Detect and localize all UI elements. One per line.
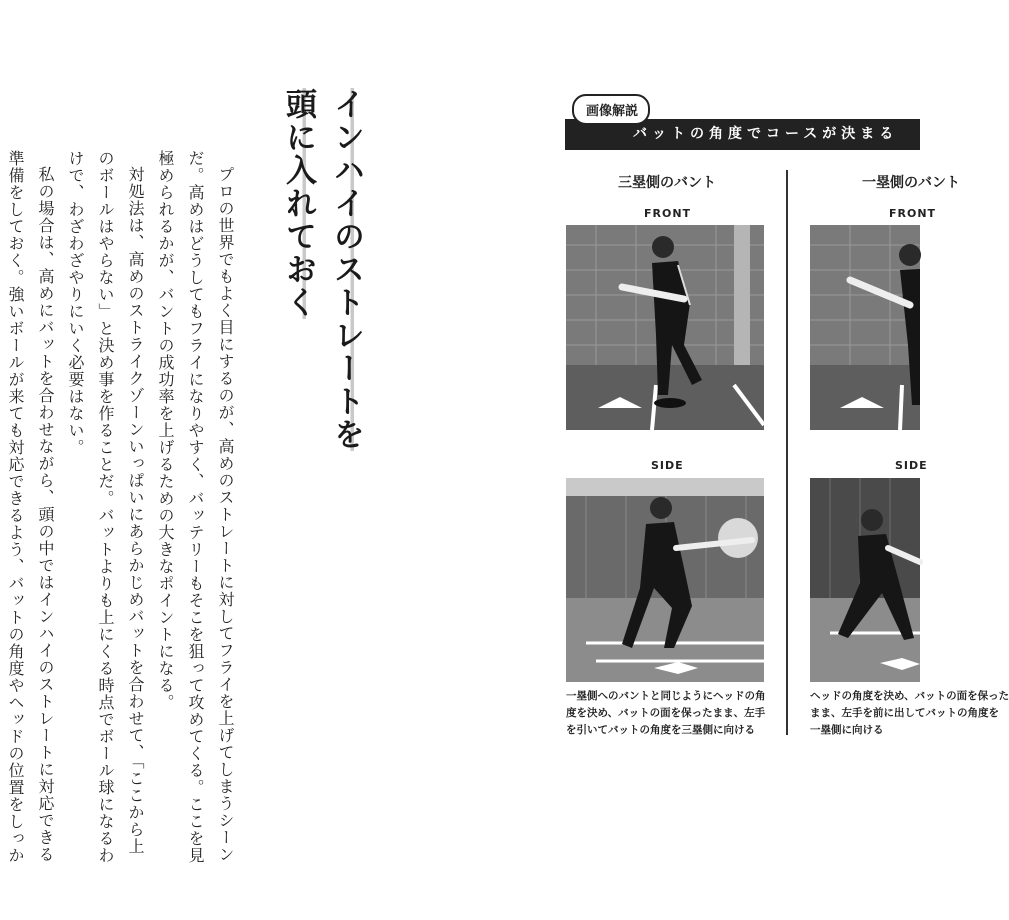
headline-line-1: インハイのストレートを [328,88,364,451]
side-label-first-base: SIDE [895,459,928,472]
paragraph-1: プロの世界でもよく目にするのが、高めのストレートに対してフライを上げてしまうシーンだ。高めはどうしてもフライになりやすく、バッテリーもそこを狙って攻めてくる。ここを見極められるかが、バントの成功率を上げるための大きなポイントになる。 [156,150,235,864]
photo-side-first-base [810,478,920,682]
caption-first-base [810,688,1009,739]
image-explanation-tag: 画像解説 [572,94,650,125]
front-label-first-base: FRONT [889,207,937,220]
caption-first-base-line-1: ヘッドの角度を決め、バットの面を保った [810,690,1009,702]
caption-third-base-line-3: を引いてバットの角度を三塁側に向ける [566,724,755,736]
article-body [0,150,240,870]
column-divider [786,170,788,735]
paragraph-3: 私の場合は、高めにバットを合わせながら、頭の中ではインハイのストレートに対応できる準備をしておく。強いボールが来ても対応できるよう、バットの角度やヘッドの位置をしっか [6,150,55,864]
side-label-third-base: SIDE [651,459,684,472]
panel-banner: バットの角度でコースが決まる [565,119,920,150]
column-title-first-base: 一塁側のバント [862,175,960,191]
paragraph-2: 対処法は、高めのストライクゾーンいっぱいにあらかじめバットを合わせて、「ここから上のボールはやらない」と決め事を作ることだ。バットよりも上にくる時点でボール球になるわけで、わざわざやりにいく必要はない。 [66,150,145,864]
photo-front-first-base [810,225,920,430]
caption-third-base-line-2: 度を決め、バットの面を保ったまま、左手 [566,707,766,719]
caption-third-base [566,688,780,739]
caption-first-base-line-2: まま、左手を前に出してバットの角度を [810,707,999,719]
article-headline [270,88,370,508]
photo-front-third-base [566,225,764,430]
headline-line-2: 頭に入れておく [280,88,316,319]
caption-first-base-line-3: 一塁側に向ける [810,724,884,736]
caption-third-base-line-1: 一塁側へのバントと同じようにヘッドの角 [566,690,766,702]
photo-side-third-base [566,478,764,682]
column-title-third-base: 三塁側のバント [618,175,716,191]
front-label-third-base: FRONT [644,207,692,220]
